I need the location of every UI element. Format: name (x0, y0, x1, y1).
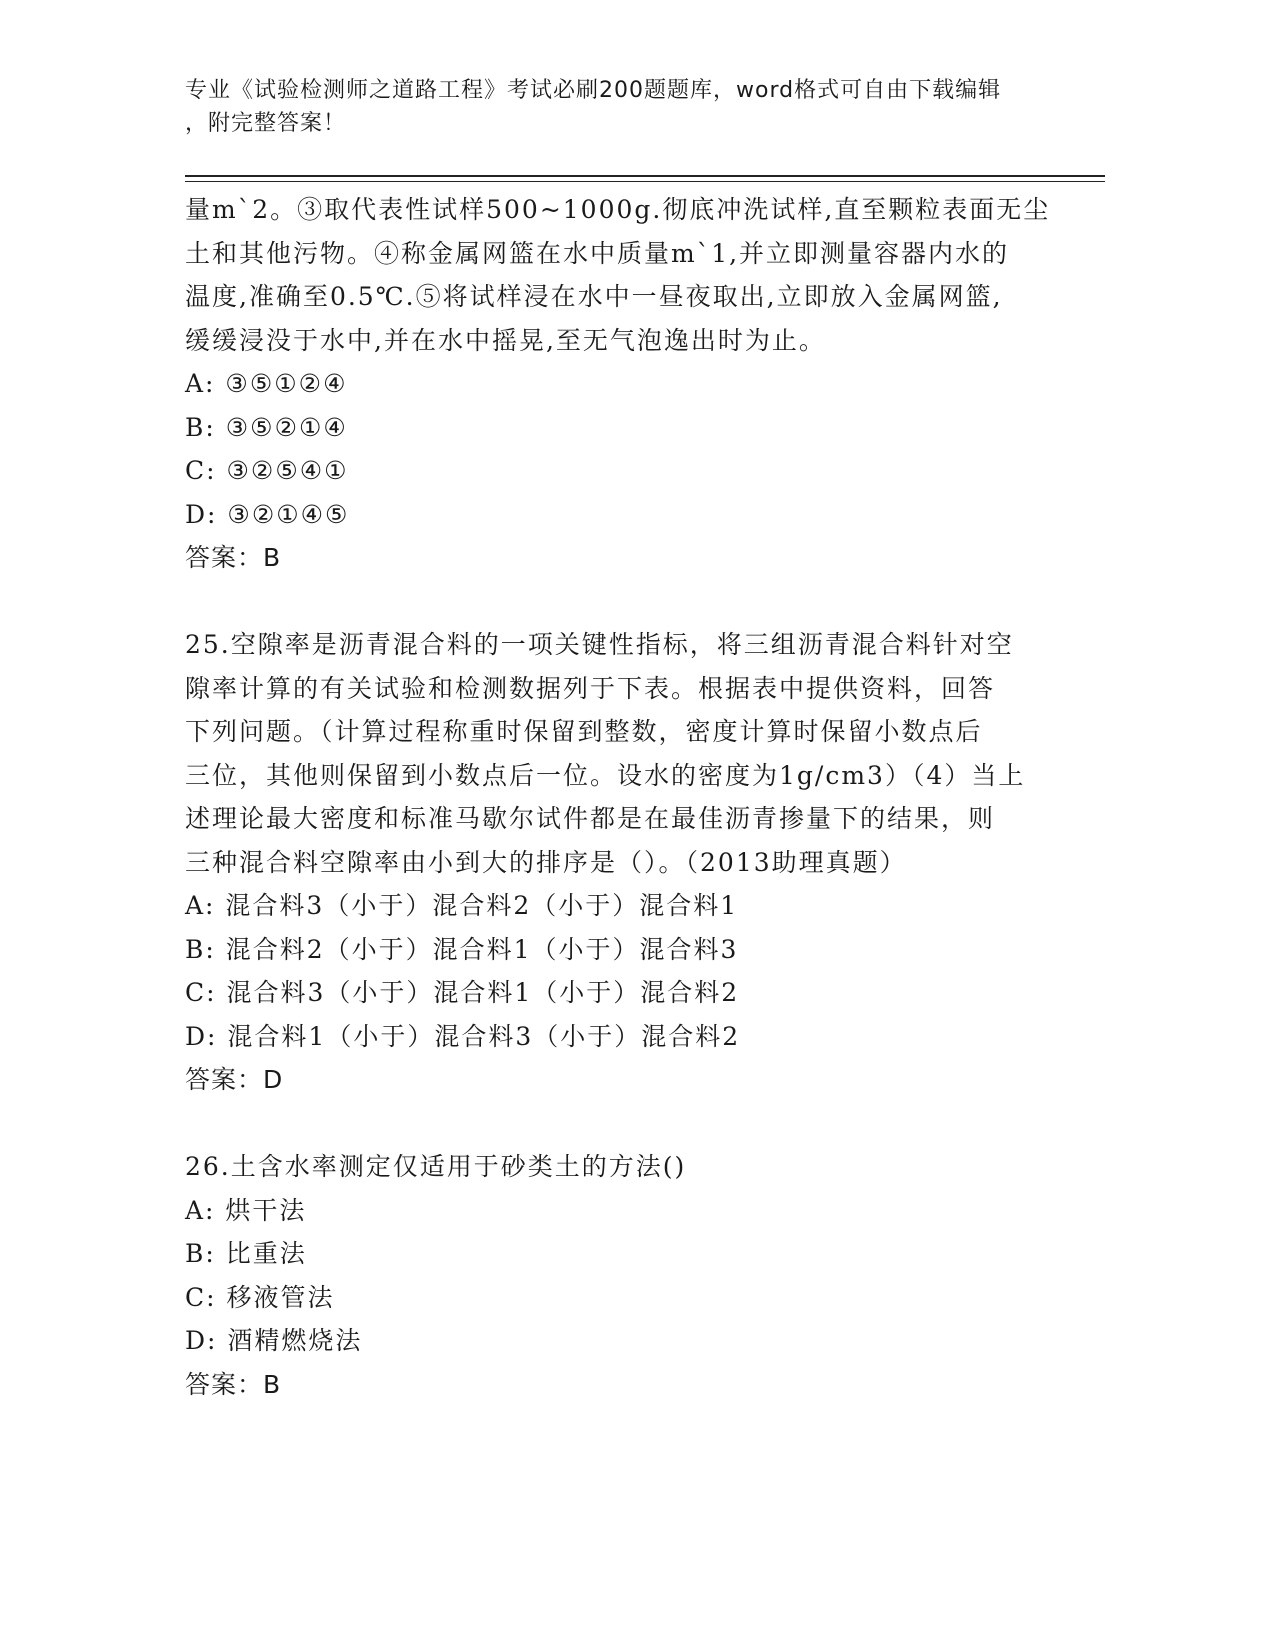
option-d: D: 混合料1（小于）混合料3（小于）混合料2 (185, 1021, 741, 1051)
header-rule-thick (185, 175, 1105, 177)
document-body (185, 188, 1085, 1406)
answer-line: 答案：D (185, 1065, 284, 1094)
question-26 (185, 1145, 1085, 1406)
question-text-line: 三位，其他则保留到小数点后一位。设水的密度为1g/cm3）（4）当上 (185, 760, 1026, 790)
question-text-line: 土和其他污物。④称金属网篮在水中质量m`1,并立即测量容器内水的 (185, 238, 1010, 268)
option-d: D: 酒精燃烧法 (185, 1326, 363, 1355)
question-text-line: 量m`2。③取代表性试样500~1000g.彻底冲洗试样,直至颗粒表面无尘 (185, 195, 1051, 224)
option-c: C: 移液管法 (185, 1282, 335, 1312)
question-24-continuation (185, 188, 1085, 580)
question-text-line: 隙率计算的有关试验和检测数据列于下表。根据表中提供资料，回答 (185, 673, 996, 703)
option-b: B: 比重法 (185, 1239, 307, 1268)
option-d: D: ③②①④⑤ (185, 499, 350, 529)
question-25 (185, 623, 1085, 1102)
question-text-line: 三种混合料空隙率由小到大的排序是（）。（2013助理真题） (185, 847, 907, 877)
header-line-2: ，附完整答案！ (185, 111, 347, 136)
question-text-line: 26.土含水率测定仅适用于砂类土的方法() (185, 1152, 687, 1181)
option-b: B: 混合料2（小于）混合料1（小于）混合料3 (185, 934, 739, 964)
option-a: A: 烘干法 (185, 1195, 307, 1225)
option-c: C: 混合料3（小于）混合料1（小于）混合料2 (185, 978, 740, 1007)
option-a: A: 混合料3（小于）混合料2（小于）混合料1 (185, 891, 739, 920)
option-c: C: ③②⑤④① (185, 456, 349, 485)
question-26-text (185, 1145, 1085, 1189)
answer-line: 答案：B (185, 1369, 282, 1399)
question-text-line: 25.空隙率是沥青混合料的一项关键性指标，将三组沥青混合料针对空 (185, 630, 1014, 659)
question-text-line: 述理论最大密度和标准马歇尔试件都是在最佳沥青掺量下的结果，则 (185, 804, 996, 833)
question-text-line: 温度,准确至0.5℃.⑤将试样浸在水中一昼夜取出,立即放入金属网篮, (185, 282, 1003, 311)
spacer (185, 580, 1085, 624)
page-header (185, 74, 1085, 140)
question-24-text (185, 188, 1085, 362)
header-line-1: 专业《试验检测师之道路工程》考试必刷200题题库，word格式可自由下载编辑 (185, 78, 1002, 103)
option-b: B: ③⑤②①④ (185, 412, 348, 442)
spacer (185, 1102, 1085, 1146)
question-text-line: 缓缓浸没于水中,并在水中摇晃,至无气泡逸出时为止。 (185, 325, 826, 355)
answer-line: 答案：B (185, 543, 282, 572)
option-a: A: ③⑤①②④ (185, 369, 348, 398)
header-rule-thin (185, 181, 1105, 182)
question-25-text (185, 623, 1085, 884)
question-text-line: 下列问题。（计算过程称重时保留到整数，密度计算时保留小数点后 (185, 717, 983, 746)
